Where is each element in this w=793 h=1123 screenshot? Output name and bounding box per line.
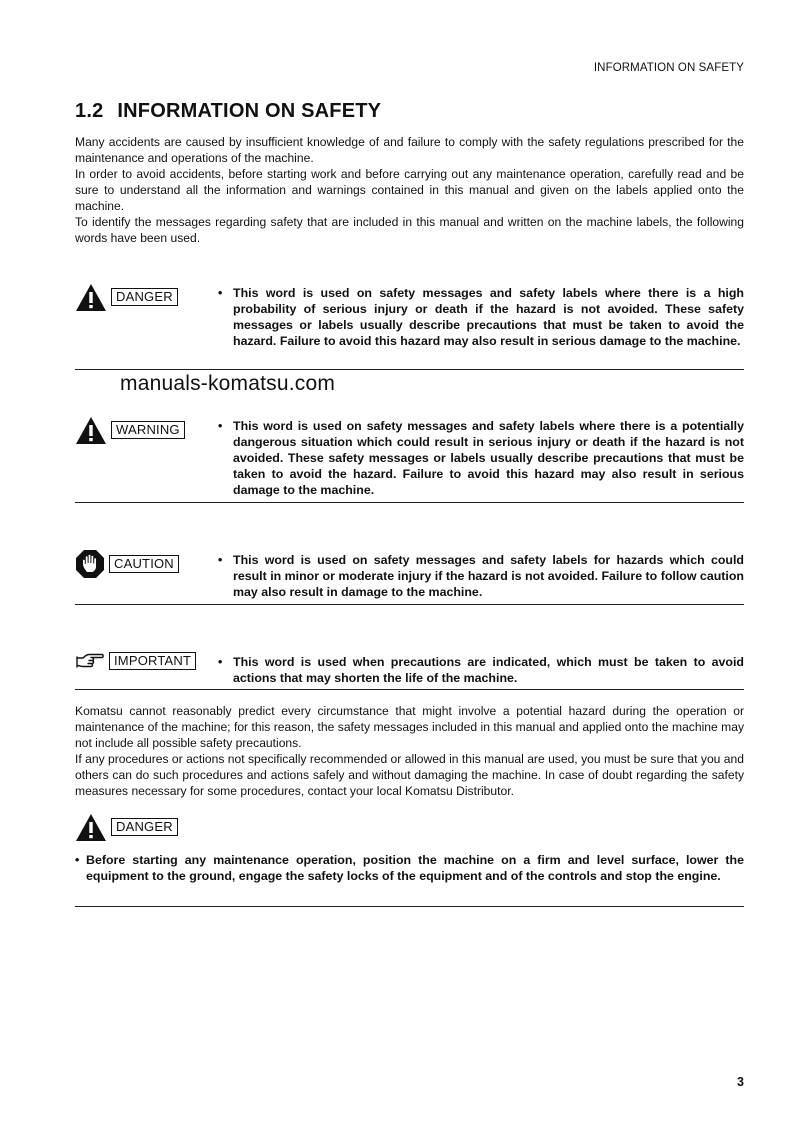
warning-triangle-icon	[75, 813, 107, 842]
signal-word-danger	[75, 282, 744, 370]
intro-paragraph: To identify the messages regarding safety that are included in this manual and written on the machine labels, the following words have been used.	[75, 215, 744, 245]
signal-description: This word is used when precautions are indicated, which must be taken to avoid actions that may shorten the life of the machine.	[233, 655, 744, 685]
section-number: 1.2	[75, 100, 104, 122]
signal-word-warning	[75, 415, 744, 503]
signal-description: This word is used on safety messages and safety labels where there is a high probability of serious injury or death if the hazard is not avoided. These safety messages or labels usually describe precautions that must be taken to avoid the hazard. Failure to avoid this hazard may also result in serious damage to the machine.	[233, 286, 744, 348]
page-number: 3	[737, 1075, 744, 1089]
section-title-text: INFORMATION ON SAFETY	[117, 100, 382, 122]
closing-paragraph: Komatsu cannot reasonably predict every circumstance that might involve a potential hazard during the operation or maintenance of the machine; for this reason, the safety messages included in this manual and applied onto the machine may not include all possible safety precautions.	[75, 704, 744, 750]
watermark: manuals-komatsu.com	[120, 372, 336, 395]
bullet: •	[75, 853, 80, 867]
signal-label-danger: DANGER	[111, 818, 178, 836]
final-danger-block	[75, 812, 744, 907]
bullet: •	[218, 286, 223, 300]
stop-hand-icon	[75, 549, 105, 579]
intro-paragraph: In order to avoid accidents, before starting work and before carrying out any maintenance operation, carefully read and be sure to understand all the information and warnings contained in this manual and given on the labels applied onto the machine.	[75, 167, 744, 213]
closing-paragraph: If any procedures or actions not specifically recommended or allowed in this manual are used, you must be sure that you and others can do such procedures and actions safely and without damaging the machine. In case of doubt regarding the safety measures necessary for some procedures, contact your local Komatsu Distributor.	[75, 752, 744, 798]
warning-triangle-icon	[75, 416, 107, 445]
pointing-hand-icon	[75, 653, 105, 669]
bullet: •	[218, 553, 223, 567]
intro-text	[75, 134, 744, 246]
signal-label-danger: DANGER	[111, 288, 178, 306]
section-title	[75, 100, 381, 123]
danger-instruction: Before starting any maintenance operation, position the machine on a firm and level surface, lower the equipment to the ground, engage the safety locks of the equipment and of the controls and stop the engine.	[86, 853, 744, 883]
signal-description: This word is used on safety messages and safety labels where there is a potentially dangerous situation which could result in serious injury or death if the hazard is not avoided. These safety messages or labels usually describe precautions that must be taken to avoid the hazard. Failure to avoid this hazard may also result in serious damage to the machine.	[233, 419, 744, 497]
signal-label-caution: CAUTION	[109, 555, 179, 573]
signal-description: This word is used on safety messages and safety labels for hazards which could result in minor or moderate injury if the hazard is not avoided. Failure to follow caution may also result in damage to the machine.	[233, 553, 744, 599]
bullet: •	[218, 655, 223, 669]
warning-triangle-icon	[75, 283, 107, 312]
running-header: INFORMATION ON SAFETY	[593, 62, 744, 74]
intro-paragraph: Many accidents are caused by insufficient knowledge of and failure to comply with the safety regulations prescribed for the maintenance and operations of the machine.	[75, 135, 744, 165]
signal-word-important	[75, 651, 744, 690]
signal-label-important: IMPORTANT	[109, 652, 196, 670]
bullet: •	[218, 419, 223, 433]
closing-text	[75, 703, 744, 799]
signal-word-caution	[75, 549, 744, 605]
signal-label-warning: WARNING	[111, 421, 185, 439]
